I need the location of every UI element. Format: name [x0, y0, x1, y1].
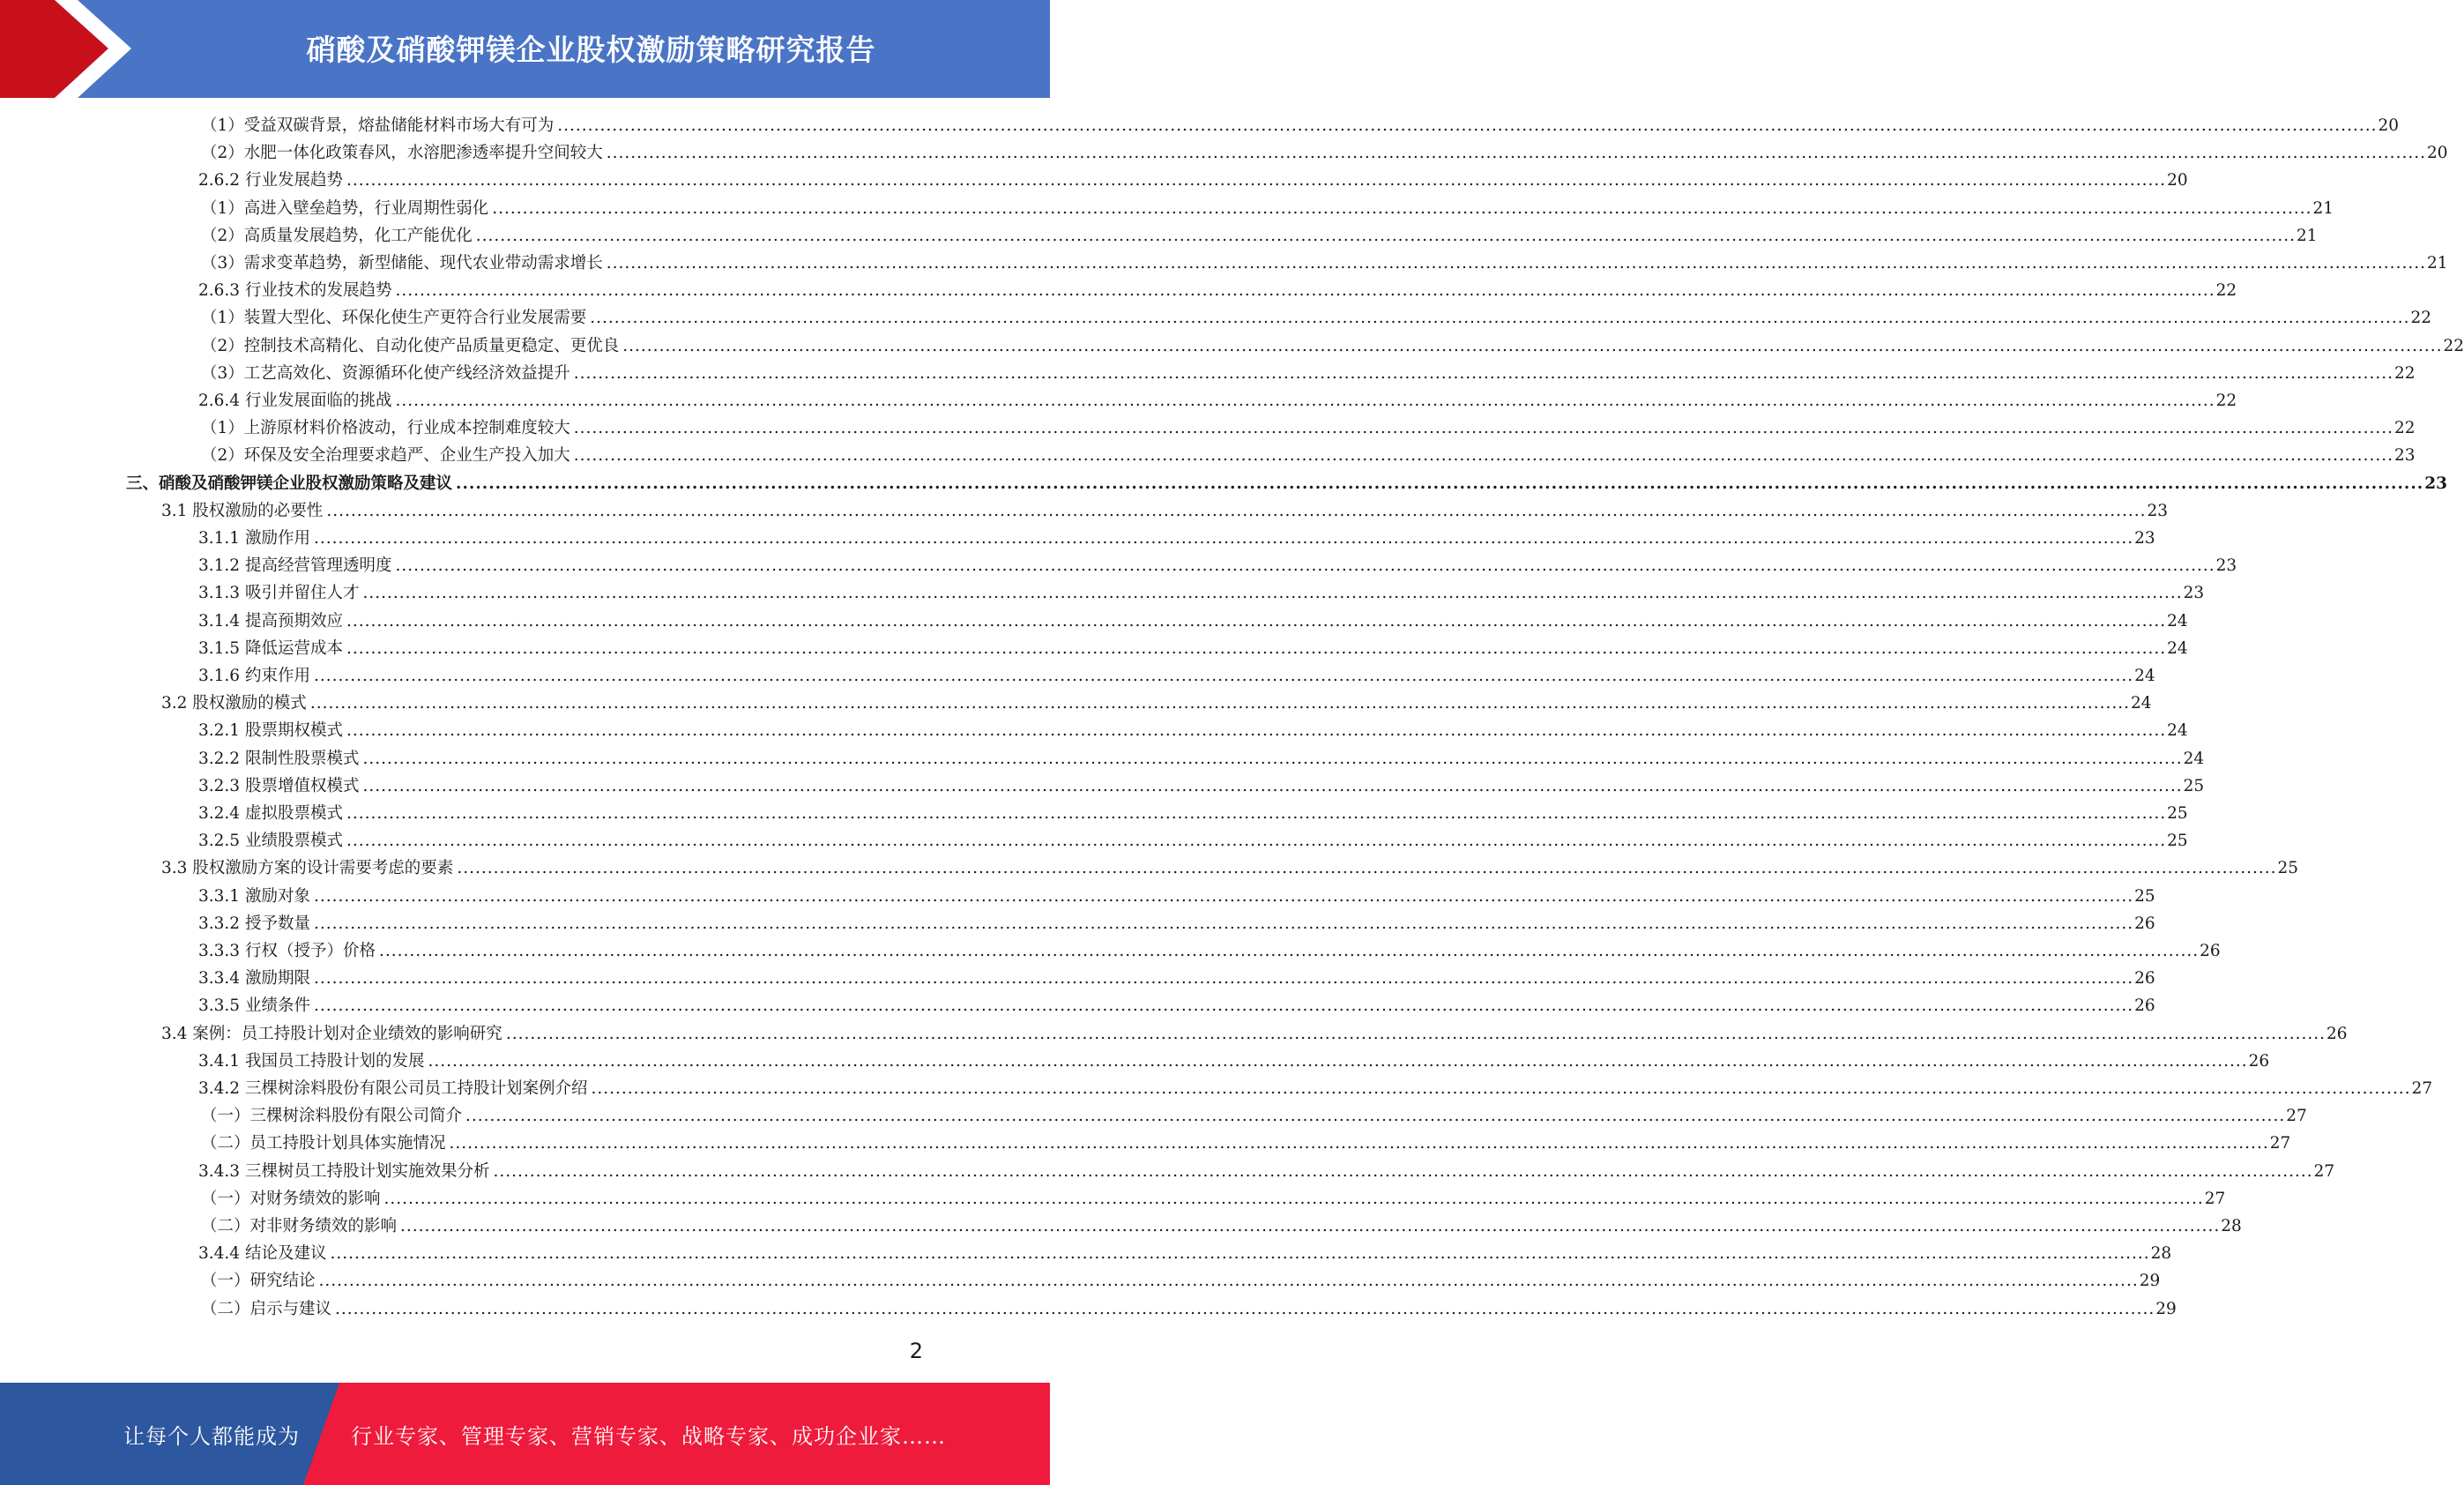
toc-leader-dots: ............................................................................................................................................................................................................................................................................................................ [362, 776, 2183, 795]
toc-leader-dots: ............................................................................................................................................................................................................................................................................................................ [326, 501, 2147, 520]
toc-entry[interactable] [161, 1020, 2348, 1048]
toc-entry[interactable] [198, 525, 2155, 552]
toc-leader-dots: ............................................................................................................................................................................................................................................................................................................ [362, 584, 2183, 603]
toc-entry-label: 3.1.2 提高经营管理透明度 [198, 556, 392, 576]
toc-leader-dots: ............................................................................................................................................................................................................................................................................................................ [493, 1161, 2313, 1181]
toc-entry[interactable] [201, 250, 2448, 277]
toc-entry-page: 23 [2183, 584, 2205, 603]
toc-entry-page: 24 [2167, 721, 2188, 741]
toc-entry[interactable] [198, 662, 2155, 690]
toc-entry-page: 23 [2147, 501, 2169, 520]
toc-entry-label: 2.6.3 行业技术的发展趋势 [198, 281, 392, 301]
toc-entry-label: 3.4.3 三棵树员工持股计划实施效果分析 [198, 1161, 490, 1181]
toc-entry-page: 22 [2215, 392, 2237, 410]
toc-entry-page: 25 [2277, 859, 2299, 878]
toc-entry[interactable] [198, 579, 2205, 607]
toc-entry-page: 22 [2410, 309, 2432, 328]
toc-leader-dots: ............................................................................................................................................................................................................................................................................................................ [313, 529, 2134, 548]
toc-entry-page: 29 [2139, 1272, 2161, 1291]
toc-entry-label: 3.2.3 股票增值权模式 [198, 776, 360, 795]
toc-entry-page: 22 [2393, 363, 2416, 383]
toc-entry[interactable] [201, 442, 2416, 469]
toc-entry-label: （一）三棵树涂料股份有限公司简介 [201, 1107, 463, 1126]
toc-entry-label: （2）水肥一体化政策春风，水溶肥渗透率提升空间较大 [201, 144, 603, 163]
toc-entry-label: （3）需求变革趋势，新型储能、现代农业带动需求增长 [201, 254, 603, 272]
toc-leader-dots: ............................................................................................................................................................................................................................................................................................................ [606, 254, 2426, 272]
toc-entry-label: 3.3 股权激励方案的设计需要考虑的要素 [161, 859, 454, 878]
toc-entry[interactable] [198, 992, 2155, 1019]
toc-leader-dots: ............................................................................................................................................................................................................................................................................................................ [428, 1051, 2248, 1071]
toc-leader-dots: ............................................................................................................................................................................................................................................................................................................ [457, 859, 2277, 878]
toc-entry[interactable] [201, 1130, 2291, 1157]
toc-leader-dots: ............................................................................................................................................................................................................................................................................................................ [362, 749, 2183, 768]
toc-leader-dots: ............................................................................................................................................................................................................................................................................................................ [465, 1107, 2286, 1126]
toc-entry[interactable] [126, 470, 2447, 497]
toc-entry-page: 21 [2296, 226, 2318, 245]
toc-entry-page: 27 [2269, 1134, 2291, 1153]
toc-leader-dots: ............................................................................................................................................................................................................................................................................................................ [309, 694, 2130, 713]
toc-entry-page: 22 [2393, 419, 2416, 438]
toc-leader-dots: ............................................................................................................................................................................................................................................................................................................ [395, 392, 2215, 410]
toc-entry[interactable] [198, 910, 2155, 937]
toc-entry-label: （3）工艺高效化、资源循环化使产线经济效益提升 [201, 363, 570, 383]
toc-entry[interactable] [198, 1158, 2335, 1185]
toc-entry-page: 20 [2426, 144, 2448, 163]
toc-leader-dots: ............................................................................................................................................................................................................................................................................................................ [557, 116, 2378, 135]
toc-entry[interactable] [198, 1048, 2270, 1075]
toc-entry[interactable] [198, 772, 2205, 800]
page-header [0, 0, 1050, 98]
toc-entry-label: 3.1.5 降低运营成本 [198, 638, 343, 658]
toc-entry[interactable] [198, 965, 2155, 992]
toc-entry[interactable] [198, 552, 2237, 579]
toc-entry[interactable] [201, 139, 2448, 167]
toc-leader-dots: ............................................................................................................................................................................................................................................................................................................ [492, 198, 2312, 218]
toc-entry-label: （2）环保及安全治理要求趋严、企业生产投入加大 [201, 446, 570, 466]
toc-leader-dots: ............................................................................................................................................................................................................................................................................................................ [573, 419, 2393, 438]
toc-entry[interactable] [201, 360, 2416, 387]
toc-leader-dots: ............................................................................................................................................................................................................................................................................................................ [346, 611, 2167, 631]
toc-leader-dots: ............................................................................................................................................................................................................................................................................................................ [395, 281, 2215, 301]
toc-entry[interactable] [161, 854, 2299, 882]
toc-entry[interactable] [201, 222, 2318, 250]
page-number: 2 [909, 1339, 923, 1363]
toc-entry[interactable] [198, 387, 2237, 414]
toc-leader-dots: ............................................................................................................................................................................................................................................................................................................ [313, 667, 2134, 685]
toc-entry-page: 26 [2134, 969, 2155, 989]
toc-leader-dots: ............................................................................................................................................................................................................................................................................................................ [378, 942, 2200, 960]
toc-entry-page: 23 [2134, 529, 2155, 548]
toc-leader-dots: ............................................................................................................................................................................................................................................................................................................ [335, 1299, 2155, 1318]
toc-entry[interactable] [201, 1185, 2226, 1213]
toc-leader-dots: ............................................................................................................................................................................................................................................................................................................ [449, 1134, 2269, 1153]
toc-entry-label: （二）员工持股计划具体实施情况 [201, 1134, 446, 1153]
toc-entry-label: 3.3.3 行权（授予）价格 [198, 942, 376, 960]
toc-entry[interactable] [198, 937, 2221, 965]
toc-entry-label: 3.4.2 三棵树涂料股份有限公司员工持股计划案例介绍 [198, 1079, 588, 1098]
toc-entry-page: 25 [2167, 804, 2188, 823]
toc-entry[interactable] [201, 414, 2416, 442]
toc-entry[interactable] [198, 1240, 2172, 1267]
toc-entry-page: 25 [2134, 886, 2155, 906]
toc-entry-page: 22 [2443, 336, 2464, 355]
toc-entry-page: 23 [2215, 556, 2237, 576]
toc-entry-page: 24 [2134, 667, 2155, 685]
toc-entry-label: （2）控制技术高精化、自动化使产品质量更稳定、更优良 [201, 336, 620, 355]
toc-leader-dots: ............................................................................................................................................................................................................................................................................................................ [400, 1217, 2221, 1235]
toc-entry[interactable] [201, 304, 2432, 332]
toc-entry-label: 2.6.2 行业发展趋势 [198, 171, 343, 190]
toc-leader-dots: ............................................................................................................................................................................................................................................................................................................ [395, 556, 2215, 576]
toc-entry[interactable] [198, 883, 2155, 910]
toc-entry-page: 24 [2131, 694, 2152, 713]
toc-entry[interactable] [198, 635, 2188, 662]
toc-entry-label: 3.1.6 约束作用 [198, 667, 310, 685]
toc-entry-page: 28 [2221, 1217, 2242, 1235]
toc-leader-dots: ............................................................................................................................................................................................................................................................................................................ [475, 226, 2296, 245]
toc-entry[interactable] [161, 690, 2152, 717]
toc-leader-dots: ............................................................................................................................................................................................................................................................................................................ [456, 474, 2424, 493]
toc-entry-label: （二）对非财务绩效的影响 [201, 1217, 398, 1235]
document-title: 硝酸及硝酸钾镁企业股权激励策略研究报告 [306, 32, 876, 67]
toc-entry[interactable] [198, 277, 2237, 304]
toc-entry-label: （1）上游原材料价格波动，行业成本控制难度较大 [201, 419, 570, 438]
toc-entry-page: 27 [2286, 1107, 2307, 1126]
toc-leader-dots: ............................................................................................................................................................................................................................................................................................................ [383, 1189, 2204, 1208]
toc-entry-label: 3.4 案例：员工持股计划对企业绩效的影响研究 [161, 1024, 502, 1043]
toc-leader-dots: ............................................................................................................................................................................................................................................................................................................ [606, 144, 2426, 163]
footer-slogan-left: 让每个人都能成为 [123, 1423, 300, 1449]
toc-entry-page: 22 [2215, 281, 2237, 301]
toc-entry[interactable] [198, 1075, 2433, 1102]
toc-entry[interactable] [201, 195, 2334, 222]
toc-entry-label: 3.2 股权激励的模式 [161, 694, 307, 713]
toc-entry[interactable] [198, 827, 2188, 854]
toc-entry[interactable] [198, 608, 2188, 635]
toc-leader-dots: ............................................................................................................................................................................................................................................................................................................ [313, 886, 2134, 906]
toc-leader-dots: ............................................................................................................................................................................................................................................................................................................ [313, 914, 2134, 933]
toc-entry[interactable] [198, 717, 2188, 744]
toc-leader-dots: ............................................................................................................................................................................................................................................................................................................ [346, 171, 2167, 190]
footer-slogan-right: 行业专家、管理专家、营销专家、战略专家、成功企业家…… [351, 1423, 946, 1449]
toc-entry-label: 3.3.5 业绩条件 [198, 996, 310, 1016]
toc-entry-label: 3.4.4 结论及建议 [198, 1244, 327, 1264]
toc-entry-page: 24 [2167, 611, 2188, 631]
toc-leader-dots: ............................................................................................................................................................................................................................................................................................................ [346, 638, 2167, 658]
toc-entry-page: 23 [2424, 474, 2447, 493]
toc-entry[interactable] [198, 167, 2188, 194]
toc-leader-dots: ............................................................................................................................................................................................................................................................................................................ [313, 996, 2134, 1016]
toc-entry-label: 3.2.2 限制性股票模式 [198, 749, 360, 768]
toc-entry-page: 26 [2200, 942, 2221, 960]
toc-entry-label: （一）研究结论 [201, 1272, 316, 1291]
toc-entry-label: （一）对财务绩效的影响 [201, 1189, 381, 1208]
toc-entry-page: 21 [2426, 254, 2448, 272]
toc-entry[interactable] [201, 1267, 2161, 1295]
toc-entry-page: 24 [2183, 749, 2205, 768]
toc-entry-label: 3.3.2 授予数量 [198, 914, 310, 933]
toc-leader-dots: ............................................................................................................................................................................................................................................................................................................ [346, 804, 2167, 823]
toc-entry-page: 29 [2155, 1299, 2177, 1318]
toc-leader-dots: ............................................................................................................................................................................................................................................................................................................ [622, 336, 2443, 355]
toc-entry-label: 3.1.4 提高预期效应 [198, 611, 343, 631]
toc-leader-dots: ............................................................................................................................................................................................................................................................................................................ [313, 969, 2134, 989]
toc-leader-dots: ............................................................................................................................................................................................................................................................................................................ [505, 1024, 2326, 1043]
toc-entry-page: 20 [2167, 171, 2188, 190]
toc-entry-label: （1）受益双碳背景，熔盐储能材料市场大有可为 [201, 116, 555, 135]
toc-entry-label: 3.2.5 业绩股票模式 [198, 832, 343, 851]
toc-entry-label: 3.2.4 虚拟股票模式 [198, 804, 343, 823]
toc-entry-page: 27 [2313, 1161, 2335, 1181]
toc-leader-dots: ............................................................................................................................................................................................................................................................................................................ [573, 446, 2393, 466]
toc-leader-dots: ............................................................................................................................................................................................................................................................................................................ [590, 309, 2410, 328]
toc-entry-label: 3.4.1 我国员工持股计划的发展 [198, 1051, 425, 1071]
toc-entry-page: 28 [2150, 1244, 2172, 1264]
page-footer [0, 1383, 1050, 1485]
toc-entry-label: （二）启示与建议 [201, 1299, 332, 1318]
toc-entry-label: 3.3.4 激励期限 [198, 969, 310, 989]
toc-entry-page: 24 [2167, 638, 2188, 658]
toc-leader-dots: ............................................................................................................................................................................................................................................................................................................ [591, 1079, 2411, 1098]
toc-entry[interactable] [201, 1102, 2307, 1130]
toc-leader-dots: ............................................................................................................................................................................................................................................................................................................ [330, 1244, 2150, 1264]
toc-leader-dots: ............................................................................................................................................................................................................................................................................................................ [346, 721, 2167, 741]
toc-entry[interactable] [198, 800, 2188, 827]
toc-entry-page: 26 [2134, 914, 2155, 933]
toc-entry-page: 26 [2248, 1051, 2270, 1071]
toc-entry-page: 23 [2393, 446, 2416, 466]
toc-leader-dots: ............................................................................................................................................................................................................................................................................................................ [318, 1272, 2139, 1291]
toc-entry-label: 3.1.1 激励作用 [198, 529, 310, 548]
toc-entry-label: （1）装置大型化、环保化使生产更符合行业发展需要 [201, 309, 587, 328]
toc-entry-page: 27 [2411, 1079, 2433, 1098]
toc-entry[interactable] [201, 1295, 2177, 1323]
toc-entry[interactable] [161, 497, 2169, 525]
toc-entry-label: 2.6.4 行业发展面临的挑战 [198, 392, 392, 410]
toc-entry[interactable] [201, 112, 2400, 139]
toc-entry[interactable] [201, 1213, 2242, 1240]
toc-entry-page: 20 [2378, 116, 2400, 135]
toc-entry-label: 三、硝酸及硝酸钾镁企业股权激励策略及建议 [126, 474, 453, 493]
toc-entry-label: 3.3.1 激励对象 [198, 886, 310, 906]
toc-entry-label: 3.1.3 吸引并留住人才 [198, 584, 360, 603]
toc-entry[interactable] [198, 745, 2205, 772]
toc-entry-page: 21 [2312, 198, 2334, 218]
toc-entry[interactable] [201, 332, 2464, 360]
toc-entry-label: 3.1 股权激励的必要性 [161, 501, 324, 520]
toc-entry-label: 3.2.1 股票期权模式 [198, 721, 343, 741]
toc-leader-dots: ............................................................................................................................................................................................................................................................................................................ [346, 832, 2167, 851]
toc-entry-page: 27 [2204, 1189, 2226, 1208]
toc-entry-page: 26 [2326, 1024, 2348, 1043]
toc-entry-page: 25 [2167, 832, 2188, 851]
toc-entry-label: （1）高进入壁垒趋势，行业周期性弱化 [201, 198, 489, 218]
toc-leader-dots: ............................................................................................................................................................................................................................................................................................................ [573, 363, 2393, 383]
toc-entry-page: 26 [2134, 996, 2155, 1016]
toc-entry-label: （2）高质量发展趋势，化工产能优化 [201, 226, 473, 245]
toc-entry-page: 25 [2183, 776, 2205, 795]
